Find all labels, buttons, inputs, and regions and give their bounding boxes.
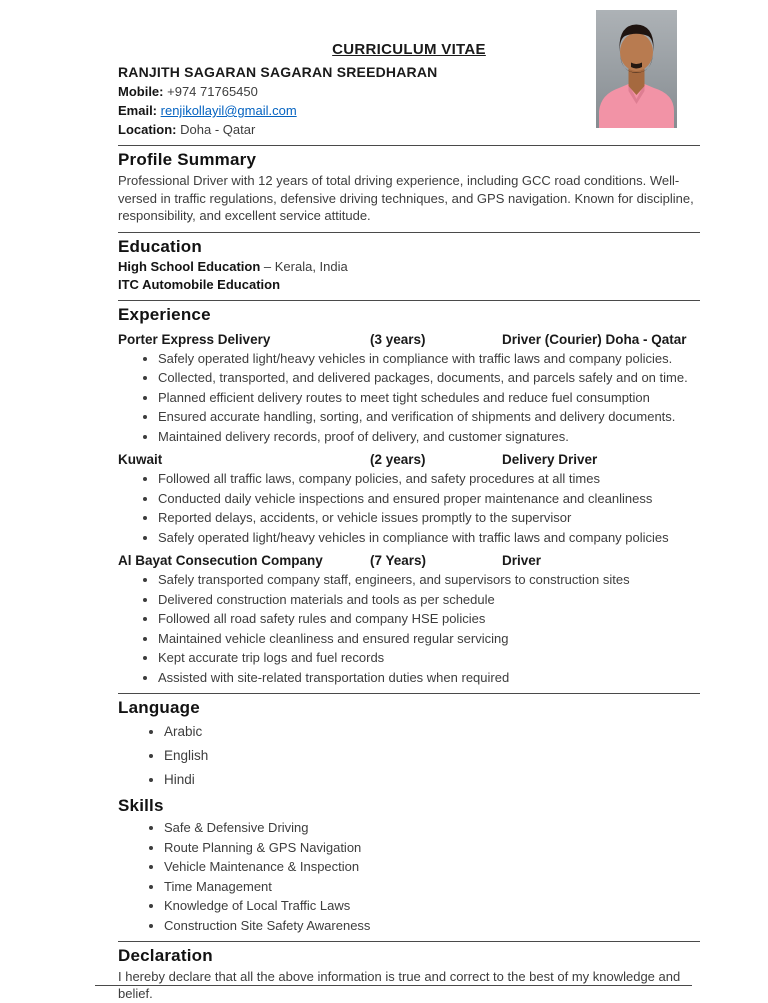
job-bullet: • Safely operated light/heavy vehicles in compliance with traffic laws and company policies [158,530,700,547]
job-header [118,451,700,468]
education-item [118,258,700,275]
job-header [118,331,700,348]
job-bullets [118,572,700,686]
job-bullet: • Conducted daily vehicle inspections and ensured proper maintenance and cleanliness [158,491,700,508]
language-item: • Hindi [164,771,700,788]
job-bullet: • Planned efficient delivery routes to meet tight schedules and reduce fuel consumption [158,390,700,407]
mobile-value: +974 71765450 [167,84,258,99]
document-title: CURRICULUM VITAE [332,41,486,58]
skill-item: • Construction Site Safety Awareness [164,918,700,934]
education-item-title: High School Education [118,258,261,274]
skill-item: • Time Management [164,879,700,895]
profile-photo-illustration [596,10,677,128]
declaration-text: I hereby declare that all the above information is true and correct to the best of my knowledge and belief. [118,968,681,1001]
education-heading: Education [118,236,202,256]
section-divider [118,145,700,146]
location-value: Doha - Qatar [180,122,256,137]
job-duration: (3 years) [370,331,426,347]
education-item-detail: – Kerala, India [260,258,348,274]
job-duration: (2 years) [370,452,426,467]
job-role: Driver (Courier) Doha - Qatar [502,331,687,347]
page-border-bottom [95,985,692,986]
experience-job [118,331,700,446]
job-bullet: • Delivered construction materials and tools as per schedule [158,592,700,609]
language-list [118,723,700,788]
job-bullet: • Reported delays, accidents, or vehicle issues promptly to the supervisor [158,510,700,527]
experience-job [118,451,700,546]
skill-item: • Safe & Defensive Driving [164,820,700,836]
experience-job [118,552,700,686]
job-header [118,552,700,569]
job-duration: (7 Years) [370,553,427,568]
education-list [118,258,700,293]
job-bullet: • Maintained delivery records, proof of delivery, and customer signatures. [158,429,700,446]
skills-heading: Skills [118,796,164,815]
education-item-title: ITC Automobile Education [118,276,281,292]
job-bullet: • Safely transported company staff, engineers, and supervisors to construction sites [158,572,700,589]
job-bullet: • Kept accurate trip logs and fuel records [158,650,700,667]
job-bullet: • Followed all traffic laws, company policies, and safety procedures at all times [158,471,700,488]
job-bullet: • Safely operated light/heavy vehicles in compliance with traffic laws and company policies. [158,351,700,368]
skill-item: • Route Planning & GPS Navigation [164,840,700,856]
job-bullet: • Maintained vehicle cleanliness and ensured regular servicing [158,631,700,648]
job-bullets [118,351,700,446]
declaration-heading: Declaration [118,945,213,965]
profile-summary-text: Professional Driver with 12 years of total driving experience, including GCC road conditions. Well-versed in traffic regulations, defensive driving techniques, and GPS navigation. Known for discipline, responsibility, and excellent service attitude. [118,173,694,223]
email-link[interactable]: renjikollayil@gmail.com [160,103,297,118]
section-divider [118,300,700,301]
section-divider [118,693,700,694]
job-bullets [118,471,700,546]
language-item: • English [164,747,700,764]
job-company: Kuwait [118,452,163,467]
profile-photo [596,10,677,128]
mobile-label: Mobile: [118,84,164,99]
skill-item: • Knowledge of Local Traffic Laws [164,898,700,914]
section-divider [118,941,700,942]
job-company: Porter Express Delivery [118,331,271,347]
location-label: Location: [118,122,177,137]
job-role: Driver [502,553,542,568]
job-bullet: • Collected, transported, and delivered packages, documents, and parcels safely and on time. [158,370,700,387]
job-role: Delivery Driver [502,452,598,467]
skills-list [118,820,700,934]
education-item [118,276,700,293]
job-company: Al Bayat Consecution Company [118,553,323,568]
section-divider [118,232,700,233]
profile-summary-heading: Profile Summary [118,150,257,169]
language-item: • Arabic [164,723,700,740]
email-label: Email: [118,103,158,118]
language-heading: Language [118,698,200,717]
job-bullet: • Ensured accurate handling, sorting, and verification of shipments and delivery documents. [158,409,700,426]
job-bullet: • Assisted with site-related transportation duties when required [158,670,700,687]
skill-item: • Vehicle Maintenance & Inspection [164,859,700,875]
candidate-name: RANJITH SAGARAN SAGARAN SREEDHARAN [118,64,438,80]
job-bullet: • Followed all road safety rules and company HSE policies [158,611,700,628]
experience-jobs [118,331,700,687]
experience-heading: Experience [118,304,211,324]
